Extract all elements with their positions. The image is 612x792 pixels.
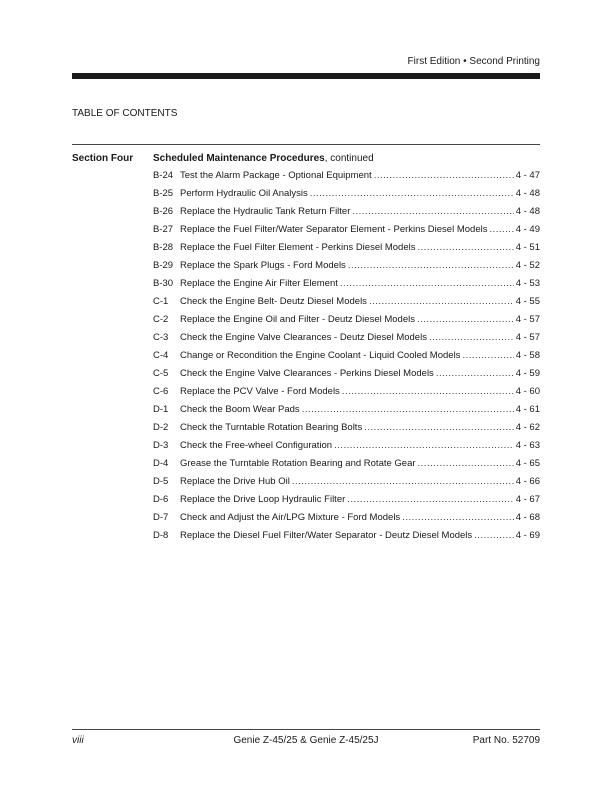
toc-entry-leader bbox=[292, 476, 514, 487]
toc-entry[interactable] bbox=[153, 476, 540, 494]
toc-entry-title: Check the Engine Valve Clearances - Perkins Diesel Models bbox=[180, 368, 434, 379]
toc-entry-code: B-29 bbox=[153, 260, 174, 271]
toc-entry-code: D-4 bbox=[153, 458, 169, 469]
toc-entry[interactable] bbox=[153, 440, 540, 458]
toc-entry-title: Check the Engine Belt- Deutz Diesel Models bbox=[180, 296, 367, 307]
section-title-suffix: , continued bbox=[324, 153, 374, 164]
toc-entry-list bbox=[153, 170, 540, 548]
toc-entry-page: 4 - 62 bbox=[515, 422, 540, 433]
toc-entry-leader bbox=[369, 296, 514, 307]
toc-entry-leader bbox=[334, 440, 514, 451]
toc-entry-page: 4 - 48 bbox=[515, 188, 540, 199]
toc-entry-title: Change or Recondition the Engine Coolant - Liquid Cooled Models bbox=[180, 350, 461, 361]
toc-entry[interactable] bbox=[153, 350, 540, 368]
toc-entry[interactable] bbox=[153, 494, 540, 512]
toc-entry-code: B-28 bbox=[153, 242, 174, 253]
toc-entry-page: 4 - 52 bbox=[515, 260, 540, 271]
toc-entry-title: Replace the Fuel Filter/Water Separator Element - Perkins Diesel Models bbox=[180, 224, 488, 235]
toc-entry[interactable] bbox=[153, 368, 540, 386]
toc-entry-title: Check the Engine Valve Clearances - Deutz Diesel Models bbox=[180, 332, 427, 343]
toc-entry-page: 4 - 67 bbox=[515, 494, 540, 505]
toc-entry-leader bbox=[489, 224, 513, 235]
toc-entry-page: 4 - 58 bbox=[515, 350, 540, 361]
divider bbox=[72, 144, 540, 145]
toc-entry-code: D-6 bbox=[153, 494, 169, 505]
toc-entry-code: C-1 bbox=[153, 296, 169, 307]
toc-entry[interactable] bbox=[153, 224, 540, 242]
toc-entry-page: 4 - 55 bbox=[515, 296, 540, 307]
toc-entry[interactable] bbox=[153, 296, 540, 314]
toc-entry-code: D-5 bbox=[153, 476, 169, 487]
footer-page-number: viii bbox=[72, 735, 84, 746]
toc-entry-title: Replace the Hydraulic Tank Return Filter bbox=[180, 206, 351, 217]
toc-entry-page: 4 - 47 bbox=[515, 170, 540, 181]
toc-entry-title: Replace the Drive Loop Hydraulic Filter bbox=[180, 494, 346, 505]
toc-entry-title: Replace the Spark Plugs - Ford Models bbox=[180, 260, 346, 271]
toc-entry-code: B-30 bbox=[153, 278, 174, 289]
section-title-bold: Scheduled Maintenance Procedures bbox=[153, 153, 325, 164]
section-label: Section Four bbox=[72, 153, 134, 164]
toc-entry-page: 4 - 53 bbox=[515, 278, 540, 289]
toc-entry[interactable] bbox=[153, 170, 540, 188]
toc-entry-title: Check the Boom Wear Pads bbox=[180, 404, 300, 415]
toc-entry-page: 4 - 59 bbox=[515, 368, 540, 379]
toc-entry-page: 4 - 66 bbox=[515, 476, 540, 487]
toc-entry-code: D-2 bbox=[153, 422, 169, 433]
footer-rule bbox=[72, 729, 540, 730]
toc-entry-title: Replace the Engine Air Filter Element bbox=[180, 278, 338, 289]
toc-entry-code: B-26 bbox=[153, 206, 174, 217]
toc-entry-page: 4 - 61 bbox=[515, 404, 540, 415]
toc-entry[interactable] bbox=[153, 278, 540, 296]
toc-entry-page: 4 - 63 bbox=[515, 440, 540, 451]
toc-entry[interactable] bbox=[153, 404, 540, 422]
toc-entry-page: 4 - 65 bbox=[515, 458, 540, 469]
toc-entry-code: D-3 bbox=[153, 440, 169, 451]
toc-entry-title: Test the Alarm Package - Optional Equipment bbox=[180, 170, 372, 181]
toc-entry[interactable] bbox=[153, 260, 540, 278]
toc-entry-leader bbox=[364, 422, 514, 433]
toc-entry-code: B-25 bbox=[153, 188, 174, 199]
toc-entry-leader bbox=[348, 260, 514, 271]
footer-part-number: Part No. 52709 bbox=[472, 735, 540, 746]
toc-entry-code: C-3 bbox=[153, 332, 169, 343]
toc-entry[interactable] bbox=[153, 242, 540, 260]
toc-entry-leader bbox=[417, 242, 513, 253]
toc-entry-page: 4 - 57 bbox=[515, 314, 540, 325]
toc-entry-title: Replace the Diesel Fuel Filter/Water Separator - Deutz Diesel Models bbox=[180, 530, 473, 541]
toc-entry-code: D-1 bbox=[153, 404, 169, 415]
toc-entry-leader bbox=[310, 188, 514, 199]
toc-entry-title: Check and Adjust the Air/LPG Mixture - Ford Models bbox=[180, 512, 401, 523]
toc-entry-leader bbox=[418, 458, 514, 469]
toc-entry[interactable] bbox=[153, 332, 540, 350]
toc-entry-title: Grease the Turntable Rotation Bearing and Rotate Gear bbox=[180, 458, 416, 469]
toc-entry-code: C-2 bbox=[153, 314, 169, 325]
toc-entry-leader bbox=[462, 350, 513, 361]
toc-entry-leader bbox=[302, 404, 514, 415]
toc-entry-leader bbox=[342, 386, 514, 397]
header-rule bbox=[72, 73, 540, 79]
toc-entry-code: B-24 bbox=[153, 170, 174, 181]
toc-entry-leader bbox=[417, 314, 514, 325]
toc-entry-code: B-27 bbox=[153, 224, 174, 235]
toc-entry-page: 4 - 49 bbox=[515, 224, 540, 235]
toc-entry[interactable] bbox=[153, 530, 540, 548]
toc-entry-leader bbox=[340, 278, 514, 289]
toc-entry-code: C-5 bbox=[153, 368, 169, 379]
toc-entry-page: 4 - 48 bbox=[515, 206, 540, 217]
toc-entry-leader bbox=[436, 368, 514, 379]
toc-entry[interactable] bbox=[153, 386, 540, 404]
toc-entry-title: Perform Hydraulic Oil Analysis bbox=[180, 188, 308, 199]
toc-entry[interactable] bbox=[153, 206, 540, 224]
toc-entry-code: D-7 bbox=[153, 512, 169, 523]
toc-entry-title: Replace the PCV Valve - Ford Models bbox=[180, 386, 340, 397]
toc-entry[interactable] bbox=[153, 458, 540, 476]
toc-entry[interactable] bbox=[153, 188, 540, 206]
toc-entry-leader bbox=[374, 170, 514, 181]
toc-entry-page: 4 - 69 bbox=[515, 530, 540, 541]
toc-entry[interactable] bbox=[153, 314, 540, 332]
toc-entry-page: 4 - 60 bbox=[515, 386, 540, 397]
toc-entry-title: Check the Free-wheel Configuration bbox=[180, 440, 333, 451]
toc-entry-leader bbox=[474, 530, 514, 541]
section-title bbox=[153, 153, 374, 164]
footer-model: Genie Z-45/25 & Genie Z-45/25J bbox=[233, 735, 379, 746]
toc-entry-code: C-4 bbox=[153, 350, 169, 361]
toc-entry-leader bbox=[402, 512, 514, 523]
toc-entry[interactable] bbox=[153, 422, 540, 440]
toc-entry-page: 4 - 57 bbox=[515, 332, 540, 343]
toc-entry-leader bbox=[352, 206, 513, 217]
edition-label: First Edition • Second Printing bbox=[407, 56, 540, 67]
toc-entry-leader bbox=[429, 332, 514, 343]
toc-entry[interactable] bbox=[153, 512, 540, 530]
toc-entry-leader bbox=[347, 494, 513, 505]
page-title: TABLE OF CONTENTS bbox=[72, 108, 178, 119]
toc-entry-title: Replace the Drive Hub Oil bbox=[180, 476, 290, 487]
toc-entry-title: Check the Turntable Rotation Bearing Bolts bbox=[180, 422, 363, 433]
toc-entry-code: D-8 bbox=[153, 530, 169, 541]
toc-entry-page: 4 - 51 bbox=[515, 242, 540, 253]
toc-entry-title: Replace the Engine Oil and Filter - Deutz Diesel Models bbox=[180, 314, 415, 325]
toc-entry-code: C-6 bbox=[153, 386, 169, 397]
toc-entry-page: 4 - 68 bbox=[515, 512, 540, 523]
toc-entry-title: Replace the Fuel Filter Element - Perkins Diesel Models bbox=[180, 242, 416, 253]
